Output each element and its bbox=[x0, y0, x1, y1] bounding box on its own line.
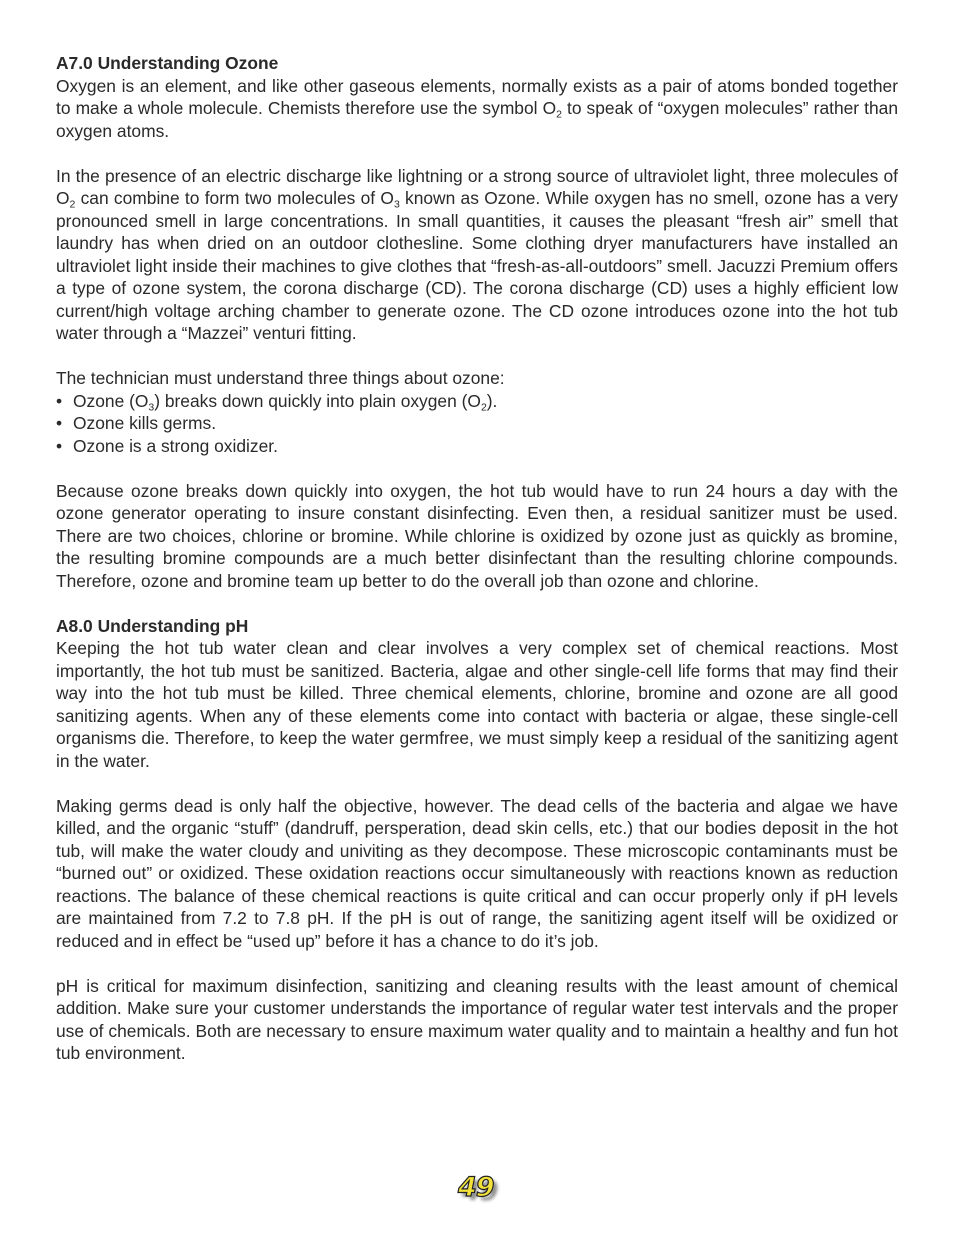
subscript: 2 bbox=[69, 199, 76, 211]
subscript: 2 bbox=[480, 402, 487, 414]
text-run: Ozone kills germs. bbox=[73, 413, 217, 433]
ph-paragraph-1: Keeping the hot tub water clean and clear involves a very complex set of chemical reactions. Most importantly, the hot tub must be sanitized. Bacteria, algae and other single-cell life forms that may find their way into the hot tub must be killed. Three chemical elements, chlorine, bromine and ozone are all good sanitizing agents. When any of these elements come into contact with bacteria or algae, these single-cell organisms die. Therefore, to keep the water germfree, we must simply keep a residual of the sanitizing agent in the water. bbox=[56, 638, 898, 771]
section-heading-ph: A8.0 Understanding pH bbox=[56, 615, 249, 636]
ozone-list-intro: The technician must understand three things about ozone: bbox=[56, 368, 505, 388]
subscript: 2 bbox=[556, 109, 562, 121]
document-page bbox=[56, 52, 898, 1087]
text-run: ) breaks down quickly into plain oxygen (O bbox=[154, 390, 481, 411]
list-item bbox=[56, 390, 898, 413]
subscript: 3 bbox=[393, 199, 400, 211]
ozone-facts-list bbox=[56, 390, 898, 458]
bullet-marker: • bbox=[56, 390, 63, 411]
text-run: can combine to form two molecules of O bbox=[75, 188, 394, 208]
page-number: 49 bbox=[458, 1172, 494, 1203]
text-run: Ozone is a strong oxidizer. bbox=[73, 435, 278, 456]
ozone-paragraph-1 bbox=[56, 75, 898, 143]
text-run: known as Ozone. While oxygen has no smell, ozone has a very pronounced smell in large concentrations. In small quantities, it causes the pleasant “fresh air” smell that laundry has when dried on an outdoor clothesline. Some clothing dryer manufacturers have installed an ultraviolet light inside their machines to give clothes that “fresh-as-all-outdoors” smell. Jacuzzi Premium offers a type of ozone system, the corona discharge (CD). The corona discharge (CD) uses a highly efficient low current/high voltage arching chamber to generate ozone. The CD ozone introduces ozone into the hot tub water through a “Mazzei” venturi fitting. bbox=[56, 188, 898, 343]
bullet-marker: • bbox=[56, 435, 63, 456]
text-run: ). bbox=[486, 390, 498, 411]
ph-paragraph-3: pH is critical for maximum disinfection, sanitizing and cleaning results with the least amount of chemical addition. Make sure your customer understands the importance of regular water test intervals and the proper use of chemicals. Both are necessary to ensure maximum water quality and to maintain a healthy and fun hot tub environment. bbox=[56, 975, 898, 1063]
subscript: 3 bbox=[148, 402, 155, 414]
bullet-marker: • bbox=[56, 413, 63, 433]
ph-paragraph-2: Making germs dead is only half the objective, however. The dead cells of the bacteria and algae we have killed, and the organic “stuff” (dandruff, persperation, dead skin cells, etc.) that our bodies deposit in the hot tub, will make the water cloudy and univiting as they decompose. These microscopic contaminants must be “burned out” or oxidized. These oxidation reactions occur simultaneously with reactions known as reduction reactions. The balance of these chemical reactions is quite critical and can occur properly only if pH levels are maintained from 7.2 to 7.8 pH. If the pH is out of range, the sanitizing agent itself will be oxidized or reduced and in effect be “used up” before it has a chance to do it’s job. bbox=[56, 795, 898, 951]
list-item bbox=[56, 435, 898, 458]
list-item bbox=[56, 412, 898, 435]
text-run: Oxygen is an element, and like other gaseous elements, normally exists as a pair of atoms bonded together to make a whole molecule. Chemists therefore use the symbol O bbox=[56, 75, 898, 118]
section-heading-ozone: A7.0 Understanding Ozone bbox=[56, 53, 279, 73]
text-run: In the presence of an electric discharge like lightning or a strong source of ultraviolet light, three molecules of O bbox=[56, 165, 898, 208]
text-run: Ozone (O bbox=[73, 390, 149, 411]
text-run: to speak of “oxygen molecules” rather than oxygen atoms. bbox=[56, 98, 899, 141]
ozone-paragraph-3: Because ozone breaks down quickly into oxygen, the hot tub would have to run 24 hours a day with the ozone generator operating to insure constant disinfecting. Even then, a residual sanitizer must be used. There are two choices, chlorine or bromine. While chlorine is oxidized by ozone just as quickly as bromine, the resulting bromine compounds are a much better disinfectant than the resulting chlorine compounds. Therefore, ozone and bromine team up better to do the overall job than ozone and chlorine. bbox=[56, 480, 898, 591]
ozone-paragraph-2 bbox=[56, 165, 898, 345]
